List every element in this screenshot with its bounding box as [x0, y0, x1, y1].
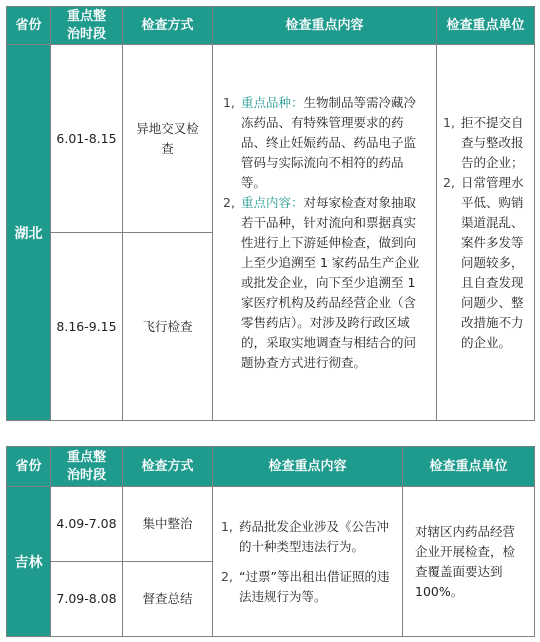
period-cell: 8.16-9.15: [51, 233, 123, 421]
item-text: 日常管理水平低、购销渠道混乱、案件多发等问题较多，且自查发现问题少、整改措施不力的企业。: [461, 174, 524, 350]
method-cell: 督查总结: [123, 562, 213, 637]
unit-item: [441, 113, 528, 173]
method-cell: 飞行检查: [123, 233, 213, 421]
header-content: 检查重点内容: [213, 447, 403, 487]
unit-item: [441, 173, 528, 353]
content-item: [219, 567, 396, 607]
item-key: 重点内容：: [241, 194, 304, 210]
unit-cell: 对辖区内药品经营企业开展检查，检查覆盖面要达到 100%。: [403, 487, 535, 637]
unit-cell: [437, 45, 535, 421]
period-cell: 4.09-7.08: [51, 487, 123, 562]
header-period: 重点整治时段: [51, 447, 123, 487]
item-key: 重点品种：: [241, 94, 304, 110]
inspection-table-hubei: [6, 6, 535, 421]
period-cell: 6.01-8.15: [51, 45, 123, 233]
content-cell: [213, 487, 403, 637]
content-item: [221, 193, 426, 373]
method-cell: 集中整治: [123, 487, 213, 562]
province-cell: 吉林: [7, 487, 51, 637]
header-unit: 检查重点单位: [403, 447, 535, 487]
content-list: [219, 517, 396, 607]
item-number: 1,: [443, 114, 455, 130]
item-text: 生物制品等需冷藏冷冻药品、有特殊管理要求的药品、终止妊娠药品、药品电子监管码与实际流向不相符的药品等。: [241, 94, 417, 190]
header-province: 省份: [7, 447, 51, 487]
item-text: “过票”等出租出借证照的违法违规行为等。: [239, 568, 390, 604]
item-number: 2,: [221, 568, 233, 584]
method-cell: 异地交叉检查: [123, 45, 213, 233]
item-number: 2,: [443, 174, 455, 190]
content-list: [221, 93, 426, 373]
content-item: [219, 517, 396, 557]
period-cell: 7.09-8.08: [51, 562, 123, 637]
province-cell: 湖北: [7, 45, 51, 421]
item-text: 拒不提交自查与整改报告的企业；: [461, 114, 524, 170]
content-cell: [213, 45, 437, 421]
unit-list: [441, 113, 528, 353]
item-number: 1,: [223, 94, 235, 110]
header-unit: 检查重点单位: [437, 7, 535, 45]
header-content: 检查重点内容: [213, 7, 437, 45]
header-period: 重点整治时段: [51, 7, 123, 45]
item-number: 1,: [221, 518, 233, 534]
header-method: 检查方式: [123, 447, 213, 487]
header-province: 省份: [7, 7, 51, 45]
item-text: 药品批发企业涉及《公告冲的十种类型违法行为。: [239, 518, 390, 554]
header-method: 检查方式: [123, 7, 213, 45]
content-item: [221, 93, 426, 193]
item-text: 对每家检查对象抽取若干品种，针对流向和票据真实性进行上下游延伸检查，做到向上至少追溯至 1 家药品生产企业或批发企业，向下至少追溯至 1 家医疗机构及药品经营企业（含零售药店）。对涉及跨行政区域的，采取实地调查与相结合的问题协查方式进行彻查。: [241, 194, 420, 370]
inspection-table-jilin: [6, 446, 535, 637]
item-number: 2,: [223, 194, 235, 210]
